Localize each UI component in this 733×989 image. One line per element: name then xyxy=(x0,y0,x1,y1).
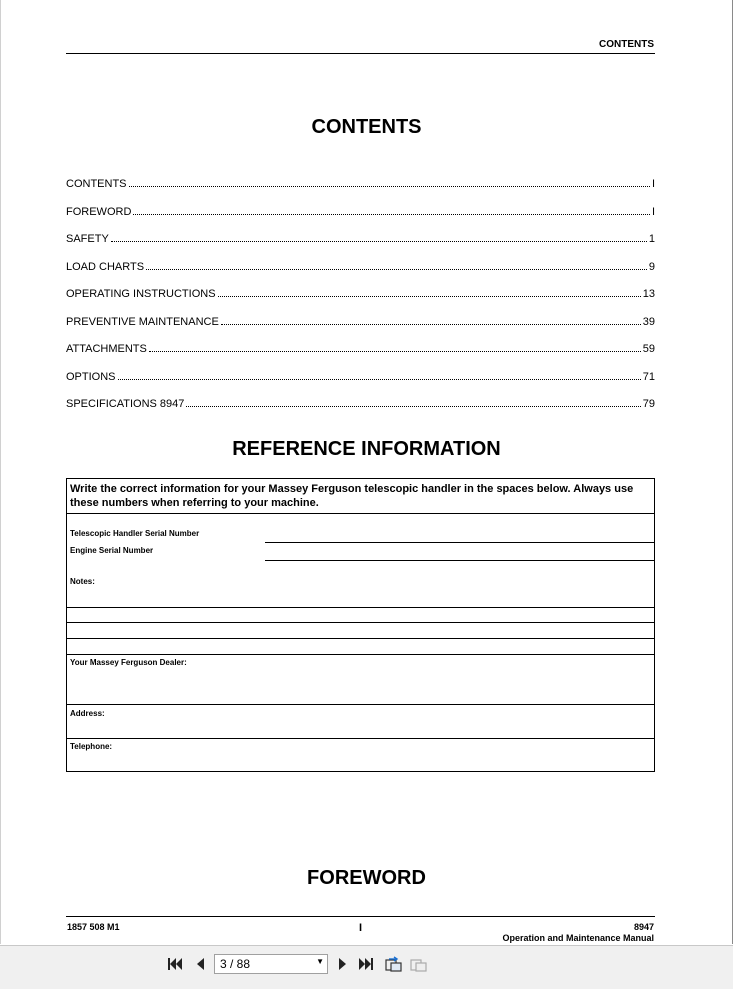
footer-model-block xyxy=(502,922,654,944)
toc-label: CONTENTS xyxy=(66,178,127,190)
page-indicator-text: 3 / 88 xyxy=(220,957,251,971)
toc-entry-safety[interactable] xyxy=(66,233,655,261)
toc-entry-attachments[interactable] xyxy=(66,343,655,371)
last-page-button[interactable] xyxy=(357,955,375,973)
toc-entry-contents[interactable] xyxy=(66,178,655,206)
toc-entry-options[interactable] xyxy=(66,371,655,399)
toc-label: SAFETY xyxy=(66,233,109,245)
table-of-contents xyxy=(66,178,655,426)
toc-label: OPTIONS xyxy=(66,370,116,383)
last-page-icon xyxy=(358,957,374,971)
footer-page-marker: I xyxy=(359,922,363,934)
toc-page-number: 79 xyxy=(642,398,655,410)
form-divider xyxy=(67,513,654,514)
toc-label: FOREWORD xyxy=(66,205,132,218)
first-page-icon xyxy=(167,957,183,971)
chevron-down-icon[interactable]: ▼ xyxy=(316,957,324,966)
header-rule xyxy=(66,53,655,54)
next-page-button[interactable] xyxy=(334,955,352,973)
page-number-input[interactable] xyxy=(214,954,328,974)
toc-entry-specifications[interactable] xyxy=(66,398,655,426)
toc-page-number: 71 xyxy=(642,370,655,383)
previous-page-icon xyxy=(194,957,206,971)
toc-label: OPERATING INSTRUCTIONS xyxy=(66,288,216,300)
footer-rule xyxy=(66,916,655,917)
go-forward-view-button[interactable] xyxy=(410,955,428,973)
running-header: CONTENTS xyxy=(599,39,654,50)
footer-doc-number: 1857 508 M1 xyxy=(67,922,120,932)
toc-leader xyxy=(221,324,641,325)
previous-page-button[interactable] xyxy=(191,955,209,973)
toc-leader xyxy=(129,186,650,187)
footer-manual-name: Operation and Maintenance Manual xyxy=(502,933,654,943)
toc-page-number: 9 xyxy=(648,260,655,273)
toc-leader xyxy=(146,269,647,270)
notes-line[interactable] xyxy=(67,607,654,608)
toc-label: PREVENTIVE MAINTENANCE xyxy=(66,315,219,328)
engine-serial-label: Engine Serial Number xyxy=(70,546,154,555)
toc-page-number: 1 xyxy=(648,233,655,245)
toc-leader xyxy=(118,379,641,380)
toc-label: LOAD CHARTS xyxy=(66,260,145,273)
toc-leader xyxy=(186,406,640,407)
toc-entry-load-charts[interactable] xyxy=(66,261,655,289)
address-field[interactable] xyxy=(67,738,654,739)
reference-information-title: REFERENCE INFORMATION xyxy=(232,438,501,460)
toc-leader xyxy=(111,241,647,242)
toc-entry-operating-instructions[interactable] xyxy=(66,288,655,316)
handler-serial-field[interactable] xyxy=(265,542,654,543)
toc-entry-foreword[interactable] xyxy=(66,206,655,234)
notes-line[interactable] xyxy=(67,638,654,639)
toc-entry-preventive-maintenance[interactable] xyxy=(66,316,655,344)
toc-leader xyxy=(149,351,641,352)
toc-leader xyxy=(218,296,641,297)
go-back-view-button[interactable] xyxy=(385,955,403,973)
foreword-heading: FOREWORD xyxy=(307,867,426,889)
dealer-label: Your Massey Ferguson Dealer: xyxy=(70,658,187,667)
contents-title: CONTENTS xyxy=(311,116,422,138)
toc-label: ATTACHMENTS xyxy=(66,343,147,355)
toc-page-number: I xyxy=(651,205,655,218)
footer-model: 8947 xyxy=(633,922,654,932)
engine-serial-field[interactable] xyxy=(265,560,654,561)
first-page-button[interactable] xyxy=(166,955,184,973)
forward-view-icon xyxy=(410,956,428,972)
back-view-icon xyxy=(385,956,403,972)
handler-serial-label: Telescopic Handler Serial Number xyxy=(70,529,200,538)
viewer-toolbar xyxy=(0,945,733,989)
toc-page-number: 59 xyxy=(642,343,655,355)
notes-label: Notes: xyxy=(70,577,95,586)
reference-intro-text: Write the correct information for your Massey Ferguson telescopic handler in the spaces below. Always use these numbers when referring to your machine. xyxy=(70,483,634,509)
telephone-label: Telephone: xyxy=(70,742,113,751)
reference-information-form xyxy=(66,478,655,772)
toc-page-number: 13 xyxy=(642,288,655,300)
toc-leader xyxy=(133,214,650,215)
toc-page-number: I xyxy=(651,178,655,190)
dealer-field[interactable] xyxy=(67,704,654,705)
next-page-icon xyxy=(337,957,349,971)
toc-label: SPECIFICATIONS 8947 xyxy=(66,398,185,410)
notes-line[interactable] xyxy=(67,622,654,623)
toc-page-number: 39 xyxy=(642,315,655,328)
address-label: Address: xyxy=(70,709,105,718)
notes-line[interactable] xyxy=(67,654,654,655)
